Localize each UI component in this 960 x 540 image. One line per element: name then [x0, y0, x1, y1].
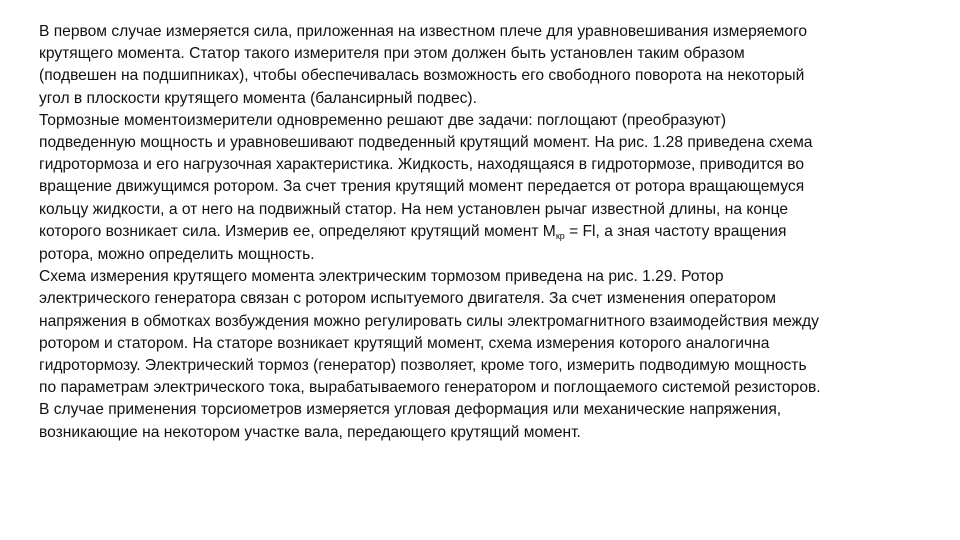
text-line: Схема измерения крутящего момента электрическим тормозом приведена на рис. 1.29. Ротор: [39, 268, 724, 286]
text-line: гидротормозу. Электрический тормоз (генератор) позволяет, кроме того, измерить подводимую мощность: [39, 357, 807, 375]
text-line: вращение движущимся ротором. За счет трения крутящий момент передается от ротора вращающемуся: [39, 178, 805, 196]
body-text: [39, 21, 939, 444]
formula-suffix: = Fl, а зная частоту вращения: [564, 222, 787, 240]
text-line: напряжения в обмотках возбуждения можно регулировать силы электромагнитного взаимодействия между: [39, 312, 819, 330]
text-line: (подвешен на подшипниках), чтобы обеспечивалась возможность его свободного поворота на некоторый: [39, 67, 805, 85]
text-line-with-formula: [39, 221, 939, 244]
formula-prefix: которого возникает сила. Измерив ее, определяют крутящий момент М: [39, 222, 556, 240]
text-line: подведенную мощность и уравновешивают подведенный крутящий момент. На рис. 1.28 приведена схема: [39, 134, 813, 152]
text-line: Тормозные моментоизмерители одновременно решают две задачи: поглощают (преобразуют): [39, 111, 727, 129]
text-line: кольцу жидкости, а от него на подвижный статор. На нем установлен рычаг известной длины, на конце: [39, 200, 789, 218]
text-line: гидротормоза и его нагрузочная характеристика. Жидкость, находящаяся в гидротормозе, приводится во: [39, 156, 805, 174]
text-line: ротором и статором. На статоре возникает крутящий момент, схема измерения которого аналогична: [39, 334, 770, 352]
text-line: возникающие на некотором участке вала, передающего крутящий момент.: [39, 423, 581, 441]
text-line: ротора, можно определить мощность.: [39, 246, 315, 264]
text-line: электрического генератора связан с ротором испытуемого двигателя. За счет изменения оператором: [39, 290, 776, 308]
text-line: крутящего момента. Статор такого измерителя при этом должен быть установлен таким образом: [39, 45, 745, 63]
text-line: угол в плоскости крутящего момента (балансирный подвес).: [39, 89, 477, 107]
formula-subscript: кр: [555, 230, 565, 241]
text-line: В первом случае измеряется сила, приложенная на известном плече для уравновешивания измеряемого: [39, 23, 808, 40]
text-line: по параметрам электрического тока, вырабатываемого генератором и поглощаемого системой резисторов.: [39, 379, 821, 397]
text-line: В случае применения торсиометров измеряется угловая деформация или механические напряжения,: [39, 401, 782, 419]
